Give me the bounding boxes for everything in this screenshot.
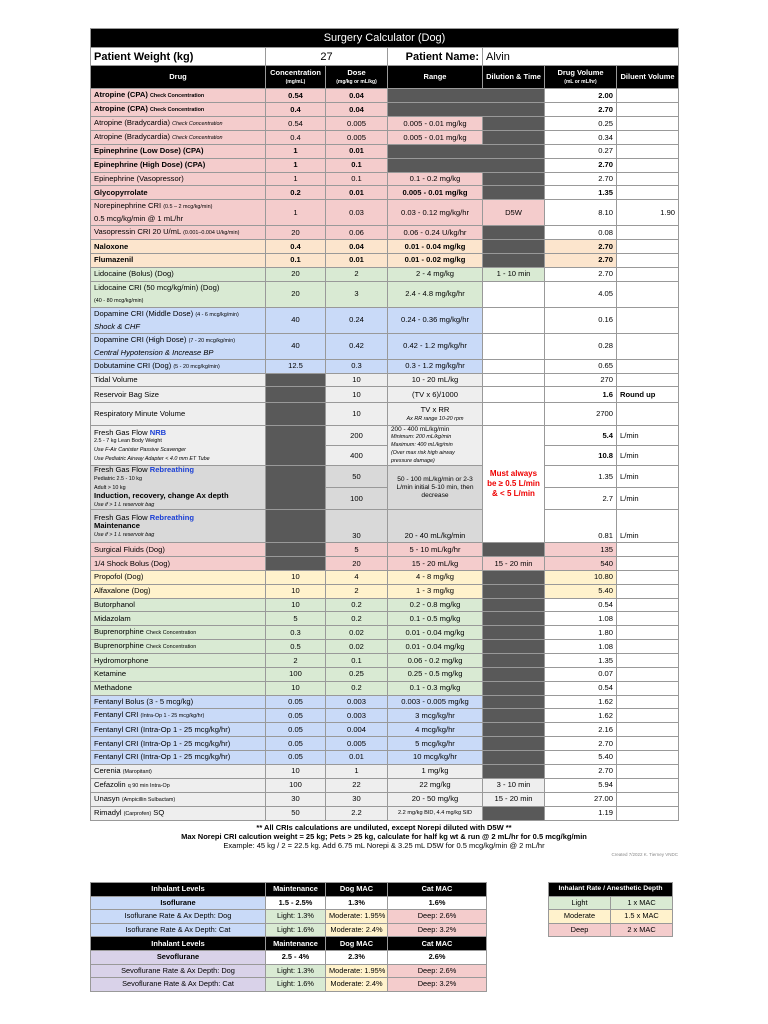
table-row: Lidocaine CRI (50 mcg/kg/min) (Dog) (40 - 80 mcg/kg/min) 20 3 2.4 - 4.8 mg/kg/hr 4.05: [91, 281, 679, 307]
drug-volume: 0.16: [545, 307, 617, 333]
drug-volume: 2.70: [545, 103, 617, 117]
table-row: Norepinephrine CRI (0.5 – 2 mcg/kg/min) 0.5 mcg/kg/min @ 1 mL/hr 1 0.03 0.03 - 0.12 mg/kg/hr D5W 8.10 1.90: [91, 200, 679, 226]
drug-volume: 0.54: [545, 681, 617, 695]
drug-volume: 1.35: [545, 466, 617, 488]
drug-volume: 1.19: [545, 806, 617, 820]
calculator-table: [90, 28, 679, 821]
table-row: Respiratory Minute Volume 10 TV x RR Ax RR range 10-20 rpm 2700: [91, 403, 679, 426]
drug-volume: 5.40: [545, 584, 617, 598]
footnotes: ** All CRIs calculations are undiluted, except Norepi diluted with D5W ** Max Norepi CRI calcution weight = 25 kg; Pets > 25 kg, calculate for half kg wt & run @ 2 mL/hr for 0.5 mcg/kg/min Example: 45 kg / 2 = 22.5 kg. Add 6.75 mL Norepi & 3.25 mL D5W for 0.5 mcg/kg/min @ 2 mL/hr Created 7/2022 K. Tierney VNDC: [90, 821, 678, 859]
drug-volume: 0.54: [545, 598, 617, 612]
patient-name-label: Patient Name:: [388, 48, 483, 66]
drug-volume: 10.80: [545, 570, 617, 584]
patient-name-input[interactable]: Alvin: [483, 48, 679, 66]
table-row: Fentanyl Bolus (3 - 5 mcg/kg) 0.05 0.003 0.003 - 0.005 mg/kg 1.62: [91, 695, 679, 709]
table-row: Atropine (CPA) Check Concentration 0.4 0.04 2.70: [91, 103, 679, 117]
table-row: Vasopressin CRI 20 U/mL (0.001–0.004 U/kg/min) 20 0.06 0.06 - 0.24 U/kg/hr 0.08: [91, 226, 679, 240]
inhalant-levels-table: Inhalant Levels Maintenance Dog MAC Cat MAC Isoflurane 1.5 - 2.5% 1.3% 1.6% Isoflurane Rate & Ax Depth: Dog Light: 1.3% Moderate: 1.95% Deep: 2.6% Isoflurane Rate & Ax Depth: Cat Light: 1.6% Moderate: 2.4% Deep: 3.2% Inhalant Levels Maintenance Dog MAC Cat MAC Sevoflurane 2.5 - 4% 2.3% 2.6% Sevoflurane Rate & Ax Depth: Dog Light: 1.3% Moderate: 1.95% Deep: 2.6% Sevoflurane Rate & Ax Depth: Cat Light: 1.6% Moderate: 2.4% Deep: 3.2%: [90, 882, 487, 992]
drug-volume: 0.28: [545, 333, 617, 359]
drug-volume: 270: [545, 373, 617, 387]
drug-volume: 0.08: [545, 226, 617, 240]
drug-volume: 2.16: [545, 723, 617, 737]
drug-volume: 1.80: [545, 626, 617, 640]
table-row: Atropine (Bradycardia) Check Concentration 0.54 0.005 0.005 - 0.01 mg/kg 0.25: [91, 117, 679, 131]
drug-volume: 0.65: [545, 359, 617, 373]
drug-volume: 2.70: [545, 240, 617, 254]
fresh-gas-warning: Must always be ≥ 0.5 L/min & < 5 L/min: [483, 426, 545, 543]
table-row: Unasyn (Ampicillin Sulbactam) 30 30 20 - 50 mg/kg 15 - 20 min 27.00: [91, 792, 679, 806]
table-row: Fentanyl CRI (Intra-Op 1 - 25 mcg/kg/hr) 0.05 0.01 10 mcg/kg/hr 5.40: [91, 750, 679, 764]
header-drug: Drug: [91, 66, 266, 89]
table-row: Butorphanol 10 0.2 0.2 - 0.8 mg/kg 0.54: [91, 598, 679, 612]
table-row: Surgical Fluids (Dog) 5 5 - 10 mL/kg/hr 135: [91, 543, 679, 557]
drug-volume: 8.10: [545, 200, 617, 226]
diluent-volume: 1.90: [617, 200, 679, 226]
drug-volume: 2.7: [545, 488, 617, 510]
drug-volume: 5.4: [545, 426, 617, 446]
drug-volume: 2.70: [545, 737, 617, 751]
drug-volume: 1.08: [545, 640, 617, 654]
drug-volume: 5.94: [545, 778, 617, 792]
table-row: 1/4 Shock Bolus (Dog) 20 15 - 20 mL/kg 15 - 20 min 540: [91, 557, 679, 571]
drug-volume: 1.08: [545, 612, 617, 626]
drug-volume: 5.40: [545, 750, 617, 764]
table-row: Rimadyl (Carprofen) SQ 50 2.2 2.2 mg/kg BID, 4.4 mg/kg SID 1.19: [91, 806, 679, 820]
drug-volume: 1.62: [545, 709, 617, 723]
drug-volume: 2.70: [545, 764, 617, 778]
credit-text: Created 7/2022 K. Tierney VNDC: [611, 851, 678, 857]
table-row: Fentanyl CRI (Intra-Op 1 - 25 mcg/kg/hr) 0.05 0.003 3 mcg/kg/hr 1.62: [91, 709, 679, 723]
table-row: Flumazenil 0.1 0.01 0.01 - 0.02 mg/kg 2.70: [91, 253, 679, 267]
drug-volume: 0.81: [545, 510, 617, 543]
table-row: Propofol (Dog) 10 4 4 - 8 mg/kg 10.80: [91, 570, 679, 584]
table-row: Methadone 10 0.2 0.1 - 0.3 mg/kg 0.54: [91, 681, 679, 695]
table-row: Epinephrine (Vasopressor) 1 0.1 0.1 - 0.2 mg/kg 2.70: [91, 172, 679, 186]
table-row: Cefazolin q 90 min Intra-Op 100 22 22 mg/kg 3 - 10 min 5.94: [91, 778, 679, 792]
drug-volume: 2.70: [545, 253, 617, 267]
table-row: Glycopyrrolate 0.2 0.01 0.005 - 0.01 mg/kg 1.35: [91, 186, 679, 200]
drug-volume: 2.70: [545, 267, 617, 281]
table-row: Tidal Volume 10 10 - 20 mL/kg 270: [91, 373, 679, 387]
table-row: Buprenorphine Check Concentration 0.5 0.02 0.01 - 0.04 mg/kg 1.08: [91, 640, 679, 654]
page-title: Surgery Calculator (Dog): [91, 29, 679, 48]
table-row: Lidocaine (Bolus) (Dog) 20 2 2 - 4 mg/kg 1 - 10 min 2.70: [91, 267, 679, 281]
table-row: Naloxone 0.4 0.04 0.01 - 0.04 mg/kg 2.70: [91, 240, 679, 254]
drug-volume: 0.25: [545, 117, 617, 131]
table-row: Fresh Gas Flow NRB 2.5 - 7 kg Lean Body Weight Use F-Air Canister Passive Scavenger Use Pediatric Airway Adapter < 4.0 mm ET Tube 200 200 - 400 mL/kg/min Minimum: 200 mL/kg/min Maximum: 400 mL/kg/min (Over max risk high airway pressure damage) Must always be ≥ 0.5 L/min & < 5 L/min 5.4 L/min: [91, 426, 679, 446]
drug-volume: 135: [545, 543, 617, 557]
header-diluent: Diluent Volume: [617, 66, 679, 89]
table-row: Dobutamine CRI (Dog) (5 - 20 mcg/kg/min) 12.5 0.3 0.3 - 1.2 mg/kg/hr 0.65: [91, 359, 679, 373]
table-row: Fentanyl CRI (Intra-Op 1 - 25 mcg/kg/hr) 0.05 0.004 4 mcg/kg/hr 2.16: [91, 723, 679, 737]
drug-volume: 27.00: [545, 792, 617, 806]
table-row: Atropine (Bradycardia) Check Concentration 0.4 0.005 0.005 - 0.01 mg/kg 0.34: [91, 131, 679, 145]
table-row: 100 2.7 L/min: [91, 488, 679, 510]
table-row: Hydromorphone 2 0.1 0.06 - 0.2 mg/kg 1.35: [91, 654, 679, 668]
header-concentration: Concentration (mg/mL): [266, 66, 326, 89]
table-row: Atropine (CPA) Check Concentration 0.54 0.04 2.00: [91, 89, 679, 103]
drug-volume: 2700: [545, 403, 617, 426]
header-dose: Dose (mg/kg or mL/kg): [326, 66, 388, 89]
table-row: Fresh Gas Flow Rebreathing Pediatric 2.5 - 10 kg Adult > 10 kg Induction, recovery, change Ax depth Use if > 1 L reservoir bag 50 50 - 100 mL/kg/min or 2-3 L/min initial 5-10 min, then decrease 1.35 L/min: [91, 466, 679, 488]
drug-volume: 10.8: [545, 446, 617, 466]
drug-volume: 2.70: [545, 172, 617, 186]
drug-volume: 4.05: [545, 281, 617, 307]
table-row: Buprenorphine Check Concentration 0.3 0.02 0.01 - 0.04 mg/kg 1.80: [91, 626, 679, 640]
table-row: Cerenia (Maropitant) 10 1 1 mg/kg 2.70: [91, 764, 679, 778]
table-row: Fentanyl CRI (Intra-Op 1 - 25 mcg/kg/hr) 0.05 0.005 5 mcg/kg/hr 2.70: [91, 737, 679, 751]
drug-volume: 0.27: [545, 145, 617, 159]
surgery-calculator-sheet: [90, 28, 678, 859]
anesthetic-depth-table: Inhalant Rate / Anesthetic Depth Light 1 x MAC Moderate 1.5 x MAC Deep 2 x MAC: [548, 882, 673, 937]
drug-volume: 2.70: [545, 158, 617, 172]
header-drug-volume: Drug Volume (mL or mL/hr): [545, 66, 617, 89]
table-row: Reservoir Bag Size 10 (TV x 6)/1000 1.6 Round up: [91, 387, 679, 403]
drug-volume: 2.00: [545, 89, 617, 103]
header-dilution: Dilution & Time: [483, 66, 545, 89]
drug-volume: 0.07: [545, 667, 617, 681]
table-row: Alfaxalone (Dog) 10 2 1 - 3 mg/kg 5.40: [91, 584, 679, 598]
drug-volume: 1.62: [545, 695, 617, 709]
header-range: Range: [388, 66, 483, 89]
table-row: Ketamine 100 0.25 0.25 - 0.5 mg/kg 0.07: [91, 667, 679, 681]
table-row: 400 10.8 L/min: [91, 446, 679, 466]
table-row: Dopamine CRI (Middle Dose) (4 - 6 mcg/kg/min) Shock & CHF 40 0.24 0.24 - 0.36 mg/kg/hr 0.16: [91, 307, 679, 333]
drug-volume: 540: [545, 557, 617, 571]
drug-volume: 1.35: [545, 654, 617, 668]
drug-volume: 1.6: [545, 387, 617, 403]
patient-weight-input[interactable]: 27: [266, 48, 388, 66]
drug-volume: 0.34: [545, 131, 617, 145]
table-row: Fresh Gas Flow Rebreathing Maintenance Use if > 1 L reservoir bag 30 20 - 40 mL/kg/min 0.81 L/min: [91, 510, 679, 543]
patient-weight-label: Patient Weight (kg): [91, 48, 266, 66]
table-row: Dopamine CRI (High Dose) (7 - 20 mcg/kg/min) Central Hypotension & Increase BP 40 0.42 0.42 - 1.2 mg/kg/hr 0.28: [91, 333, 679, 359]
table-row: Epinephrine (High Dose) (CPA) 1 0.1 2.70: [91, 158, 679, 172]
table-row: Epinephrine (Low Dose) (CPA) 1 0.01 0.27: [91, 145, 679, 159]
table-row: Midazolam 5 0.2 0.1 - 0.5 mg/kg 1.08: [91, 612, 679, 626]
drug-volume: 1.35: [545, 186, 617, 200]
